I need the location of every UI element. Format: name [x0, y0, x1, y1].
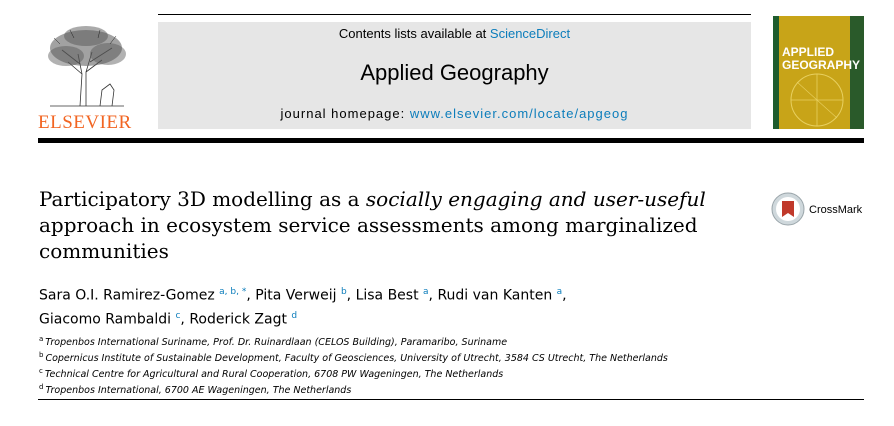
author-affiliation-sup[interactable]: d	[291, 310, 298, 321]
affiliation-mark: b	[39, 351, 44, 360]
journal-masthead	[158, 22, 751, 129]
author-affiliation-sup[interactable]: c	[175, 310, 181, 321]
author-separator: ,	[428, 287, 438, 304]
author-list	[39, 282, 739, 329]
author-separator: ,	[562, 287, 567, 304]
author-affiliation-sup[interactable]: a	[556, 287, 563, 297]
affiliation-text: Copernicus Institute of Sustainable Development, Faculty of Geosciences, University of Utrecht, 3584 CS Utrecht, The Netherlands	[45, 353, 668, 365]
affiliation-item	[39, 349, 739, 365]
affiliation-mark: a	[39, 335, 44, 343]
author-affiliation-sup[interactable]: b	[340, 287, 347, 297]
author-separator: ,	[346, 287, 356, 304]
article-title	[39, 186, 739, 264]
author-name[interactable]: Sara O.I. Ramirez-Gomez	[39, 287, 215, 304]
author-separator: ,	[246, 287, 256, 304]
elsevier-logo[interactable]	[38, 24, 138, 132]
elsevier-tree-icon	[40, 24, 134, 110]
cover-stripe	[773, 16, 779, 129]
homepage-line	[158, 106, 751, 121]
author-name[interactable]: Roderick Zagt	[189, 311, 287, 328]
author-name[interactable]: Giacomo Rambaldi	[39, 311, 172, 328]
cover-title	[782, 46, 860, 72]
author-name[interactable]: Lisa Best	[355, 287, 419, 304]
journal-header	[38, 14, 864, 144]
journal-title: Applied Geography	[360, 60, 549, 85]
affiliation-list	[39, 333, 739, 398]
contents-prefix: Contents lists available at	[338, 26, 490, 41]
header-thick-rule	[38, 138, 864, 143]
author-separator: ,	[180, 311, 190, 328]
affiliation-text: Technical Centre for Agricultural and Rural Cooperation, 6708 PW Wageningen, The Netherlands	[44, 369, 504, 381]
author-affiliation-sup[interactable]: a, b, *	[219, 287, 247, 297]
cover-title-line1: APPLIED	[782, 45, 835, 59]
title-part-2: approach in ecosystem service assessments among marginalized communities	[39, 213, 698, 263]
title-italic: socially engaging and user-useful	[365, 187, 706, 211]
sciencedirect-link[interactable]: ScienceDirect	[489, 26, 571, 41]
crossmark-icon	[771, 192, 805, 226]
crossmark-button[interactable]	[771, 192, 863, 228]
affiliation-mark: c	[39, 367, 43, 376]
homepage-prefix: journal homepage:	[280, 106, 410, 121]
affiliation-text: Tropenbos International, 6700 AE Wageningen, The Netherlands	[45, 385, 352, 397]
crossmark-label: CrossMark	[809, 204, 863, 216]
author-affiliation-sup[interactable]: a	[423, 287, 429, 297]
affiliation-mark: d	[39, 383, 44, 392]
journal-cover-image[interactable]	[773, 16, 864, 129]
title-part-1: Participatory 3D modelling as a	[39, 187, 366, 211]
elsevier-wordmark: ELSEVIER	[38, 112, 132, 133]
contents-line	[158, 26, 751, 41]
author-name[interactable]: Rudi van Kanten	[437, 287, 553, 304]
header-top-rule	[158, 14, 751, 15]
cover-title-line2: GEOGRAPHY	[782, 58, 861, 72]
affiliation-item	[39, 333, 739, 349]
author-name[interactable]: Pita Verweij	[255, 287, 337, 304]
bottom-rule	[38, 399, 864, 400]
affiliation-item	[39, 365, 739, 381]
homepage-link[interactable]: www.elsevier.com/locate/apgeog	[409, 106, 629, 121]
affiliation-item	[39, 381, 739, 397]
cover-map-graphic	[783, 68, 853, 128]
affiliation-text: Tropenbos International Suriname, Prof. Dr. Ruinardlaan (CELOS Building), Paramaribo, Suriname	[45, 337, 508, 349]
